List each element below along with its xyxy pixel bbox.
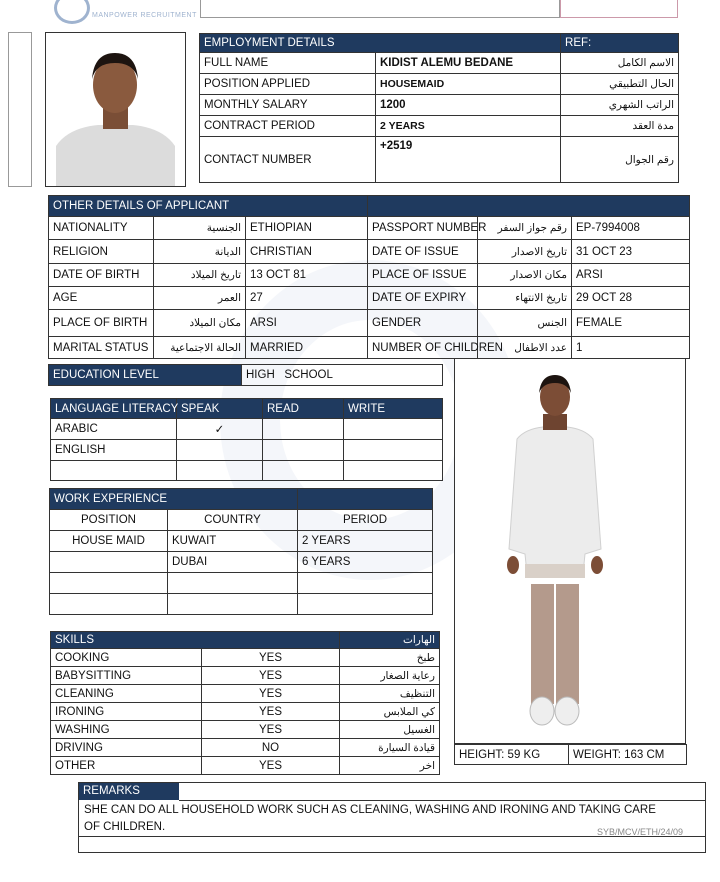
table-row [51,461,443,481]
dob-value: 13 OCT 81 [246,264,368,287]
contact-value: +2519 [376,137,561,183]
table-row [51,440,443,461]
full-name-value: KIDIST ALEMU BEDANE [376,53,561,74]
salary-ar: الراتب الشهري [561,95,679,116]
table-row [50,573,433,594]
nationality-ar: الجنسية [154,217,246,240]
position-column: POSITION [50,510,168,531]
remarks-text: SHE CAN DO ALL HOUSEHOLD WORK SUCH AS CLEANING, WASHING AND IRONING AND TAKING CARE OF CHILDREN. [84,804,656,833]
position-label: POSITION APPLIED [200,74,376,95]
education-value: HIGH SCHOOL [242,365,443,386]
read-header: READ [263,399,344,419]
full-name-ar: الاسم الكامل [561,53,679,74]
language-header: LANGUAGE LITERACY [51,399,177,419]
document-code: SYB/MCV/ETH/24/09 [596,827,683,837]
skills-header-ar: الهارات [340,632,440,649]
salary-value: 1200 [376,95,561,116]
other-details-table [48,195,690,359]
table-row: BABYSITTING YES رعاية الصغار [51,667,440,685]
marital-ar: الحالة الاجتماعية [154,337,246,359]
logo-text: MANPOWER RECRUITMENT [92,12,197,19]
gender-ar: الجنس [478,310,572,337]
expiry-ar: تاريخ الانتهاء [478,287,572,310]
other-details-header: OTHER DETAILS OF APPLICANT [49,196,368,217]
weight-value: WEIGHT: 163 CM [569,745,687,765]
expiry-value: 29 OCT 28 [572,287,690,310]
work-experience-table [49,488,433,615]
table-row [51,419,443,440]
language-arabic: ARABIC [51,419,177,440]
contract-value: 2 YEARS [376,116,561,137]
salary-label: MONTHLY SALARY [200,95,376,116]
issue-place-value: ARSI [572,264,690,287]
issue-date-label: DATE OF ISSUE [368,240,478,264]
marital-value: MARRIED [246,337,368,359]
ref-label: REF: [561,34,679,53]
table-row: CLEANING YES التنظيف [51,685,440,703]
issue-date-ar: تاريخ الاصدار [478,240,572,264]
marital-label: MARITAL STATUS [49,337,154,359]
contact-label: CONTACT NUMBER [200,137,376,183]
top-box-right [560,0,678,18]
table-row: WASHING YES الغسيل [51,721,440,739]
issue-place-label: PLACE OF ISSUE [368,264,478,287]
full-name-label: FULL NAME [200,53,376,74]
issue-date-value: 31 OCT 23 [572,240,690,264]
table-row: DUBAI 6 YEARS [50,552,433,573]
children-label: NUMBER OF CHILDREN [368,337,478,359]
employment-header: EMPLOYMENT DETAILS [200,34,561,53]
table-row: DRIVING NO قيادة السيارة [51,739,440,757]
pob-ar: مكان الميلاد [154,310,246,337]
gender-label: GENDER [368,310,478,337]
children-value: 1 [572,337,690,359]
height-value: HEIGHT: 59 KG [455,745,569,765]
passport-label: PASSPORT NUMBER [368,217,478,240]
table-row: COOKING YES طبخ [51,649,440,667]
expiry-label: DATE OF EXPIRY [368,287,478,310]
age-value: 27 [246,287,368,310]
employment-details-table [199,33,679,183]
applicant-face-photo [45,32,186,187]
nationality-label: NATIONALITY [49,217,154,240]
children-ar: عدد الاطفال [478,337,572,359]
skills-table [50,631,440,775]
religion-label: RELIGION [49,240,154,264]
dob-ar: تاريخ الميلاد [154,264,246,287]
contract-ar: مدة العقد [561,116,679,137]
position-ar: الحال التطبيقي [561,74,679,95]
nationality-value: ETHIOPIAN [246,217,368,240]
issue-place-ar: مكان الاصدار [478,264,572,287]
religion-ar: الديانة [154,240,246,264]
country-column: COUNTRY [168,510,298,531]
gender-value: FEMALE [572,310,690,337]
contact-ar: رقم الجوال [561,137,679,183]
education-label: EDUCATION LEVEL [49,365,242,386]
age-ar: العمر [154,287,246,310]
check-icon: ✓ [177,419,263,440]
table-row: IRONING YES كي الملابس [51,703,440,721]
pob-value: ARSI [246,310,368,337]
table-row: HOUSE MAID KUWAIT 2 YEARS [50,531,433,552]
age-label: AGE [49,287,154,310]
skills-header: SKILLS [51,632,340,649]
pob-label: PLACE OF BIRTH [49,310,154,337]
write-header: WRITE [344,399,443,419]
speak-header: SPEAK [177,399,263,419]
work-header: WORK EXPERIENCE [50,489,298,510]
top-box [200,0,560,18]
passport-value: EP-7994008 [572,217,690,240]
table-row [50,594,433,615]
period-column: PERIOD [298,510,433,531]
remarks-box [78,782,706,853]
applicant-full-body-photo [454,358,686,744]
table-row: OTHER YES اخر [51,757,440,775]
contract-label: CONTRACT PERIOD [200,116,376,137]
religion-value: CHRISTIAN [246,240,368,264]
passport-ar: رقم جواز السفر [478,217,572,240]
education-table [48,364,443,386]
left-side-strip [8,32,32,187]
dob-label: DATE OF BIRTH [49,264,154,287]
remarks-header: REMARKS [79,783,179,800]
height-weight-table [454,744,687,765]
top-logo [50,0,200,22]
language-table [50,398,443,481]
position-value: HOUSEMAID [376,74,561,95]
language-english: ENGLISH [51,440,177,461]
